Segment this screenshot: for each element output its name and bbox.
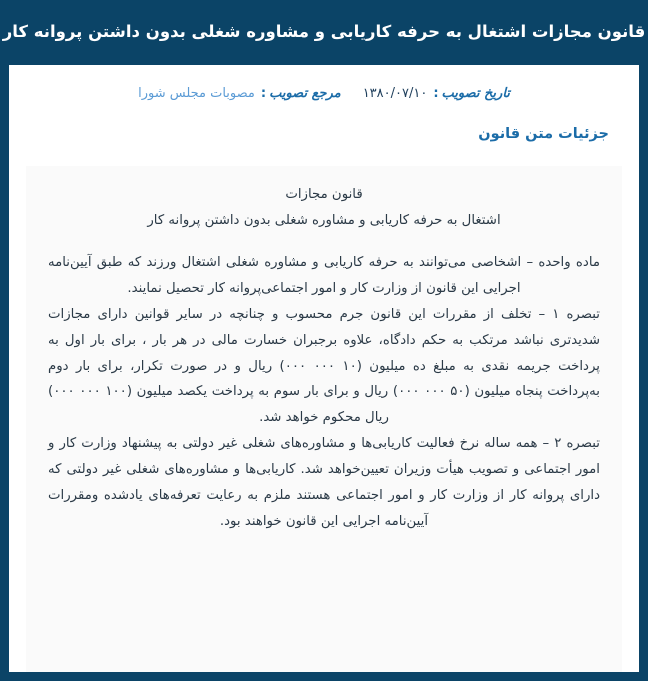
approval-date-label: تاریخ تصویب [441,86,510,101]
law-note-2: تبصره ۲ – همه ساله نرخ فعالیت کاریابی‌ها و مشاوره‌های شغلی غیر دولتی به پیشنهاد وزارت کار و امور اجتماعی و تصویب هیأت وزیران تعیین‌خواهد شد. کاریابی‌ها و مشاوره‌های شغلی غیر دولتی که دارای پروانه کار از وزارت کار و امور اجتماعی هستند ملزم به رعایت تعرفه‌های یادشده ومقررات آیین‌نامه اجرایی این قانون خواهند بود. [48,436,600,530]
law-article-single: ماده واحده – اشخاصی می‌توانند به حرفه کاریابی و مشاوره شغلی اشتغال ورزند که طبق آیین‌نامه اجرایی این قانون از وزارت کار و امور اجتماعی‌پروانه کار تحصیل نمایند. [48,254,600,296]
law-preamble-line-1: قانون مجازات [285,187,363,202]
metadata-approval-date [363,86,510,101]
law-text-section-heading [9,101,639,142]
approval-date-colon: : [433,86,439,101]
page-title: قانون مجازات اشتغال به حرفه کاریابی و مشاوره شغلی بدون داشتن پروانه کار [2,22,646,42]
document-metadata-row [9,65,639,101]
approval-authority-value[interactable]: مصوبات مجلس شورا [138,86,255,101]
approval-date-value: ۱۳۸۰/۰۷/۱۰ [362,86,428,101]
metadata-approval-authority [138,86,341,101]
law-preamble-line-2: اشتغال به حرفه کاریابی و مشاوره شغلی بدون داشتن پروانه کار [147,212,501,228]
document-title-bar [2,0,646,65]
section-heading-label: جزئیات متن قانون [478,126,609,142]
law-text-panel [26,166,622,672]
approval-authority-label: مرجع تصویب [269,86,341,101]
law-note-1: تبصره ۱ – تخلف از مقررات این قانون جرم محسوب و چنانچه در سایر قوانین دارای مجازات شدیدتری نباشد مرتکب به حکم دادگاه، علاوه برجبران خسارت مالی در هر بار ، برای بار اول به پرداخت جریمه نقدی به مبلغ ده میلیون (۱۰ ۰۰۰ ۰۰۰) ریال و در صورت تکرار، برای بار دوم به‌پرداخت پنجاه میلیون (۵۰ ۰۰۰ ۰۰۰) ریال و برای بار سوم به پرداخت یکصد میلیون (۱۰۰ ۰۰۰ ۰۰۰) ریال محکوم خواهد شد. [48,306,601,426]
law-body [48,182,600,535]
document-sheet [9,65,639,672]
approval-authority-colon: : [260,86,267,101]
